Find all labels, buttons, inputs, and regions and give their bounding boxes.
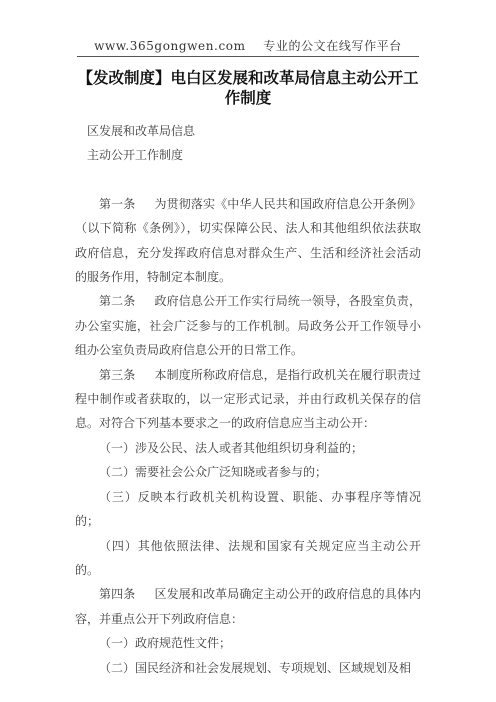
article-4 [75,582,421,631]
article-3-label: 第三条 [99,367,136,382]
document-body [75,119,421,680]
doc-title-line-1: 区发展和改革局信息 [87,124,196,138]
article-4-label: 第四条 [99,587,136,602]
site-tagline: 专业的公文在线写作平台 [263,39,402,53]
article-1 [75,192,421,290]
article-3-item-3: （三）反映本行政机关机构设置、职能、办事程序等情况的； [75,489,421,529]
article-3-item-2: （二）需要社会公众广泛知晓或者参与的； [99,465,328,480]
article-2 [75,289,421,362]
article-1-text: 为贯彻落实《中华人民共和国政府信息公开条例》（以下简称《条例》），切实保障公民、法人和其他组织依法获取政府信息，充分发挥政府信息对群众生产、生活和经济社会活动的服务作用，特制定本制度。 [75,196,421,285]
article-2-label: 第二条 [99,294,136,309]
page-header [77,37,419,54]
article-4-item-2: （二）国民经济和社会发展规划、专项规划、区域规划及相 [99,660,412,675]
site-url: www.365gongwen.com [94,39,246,53]
article-4-item-1: （一）政府规范性文件； [99,636,232,651]
header-divider [77,56,419,57]
spacer [75,168,421,192]
document-title: 【发改制度】电白区发展和改革局信息主动公开工作制度 [77,69,419,107]
article-2-text: 政府信息公开工作实行局统一领导，各股室负责，办公室实施，社会广泛参与的工作机制。局政务公开工作领导小组办公室负责局政府信息公开的日常工作。 [75,294,421,358]
article-3-text: 本制度所称政府信息，是指行政机关在履行职责过程中制作或者获取的，以一定形式记录，并由行政机关保存的信息。对符合下列基本要求之一的政府信息应当主动公开： [75,367,421,431]
article-1-label: 第一条 [99,196,136,211]
article-3 [75,363,421,436]
article-3-item-4: （四）其他依照法律、法规和国家有关规定应当主动公开的。 [75,538,421,577]
article-3-item-1: （一）涉及公民、法人或者其他组织切身利益的； [99,440,364,455]
doc-title-line-2: 主动公开工作制度 [87,148,184,163]
article-4-text: 区发展和改革局确定主动公开的政府信息的具体内容，并重点公开下列政府信息： [75,587,421,626]
